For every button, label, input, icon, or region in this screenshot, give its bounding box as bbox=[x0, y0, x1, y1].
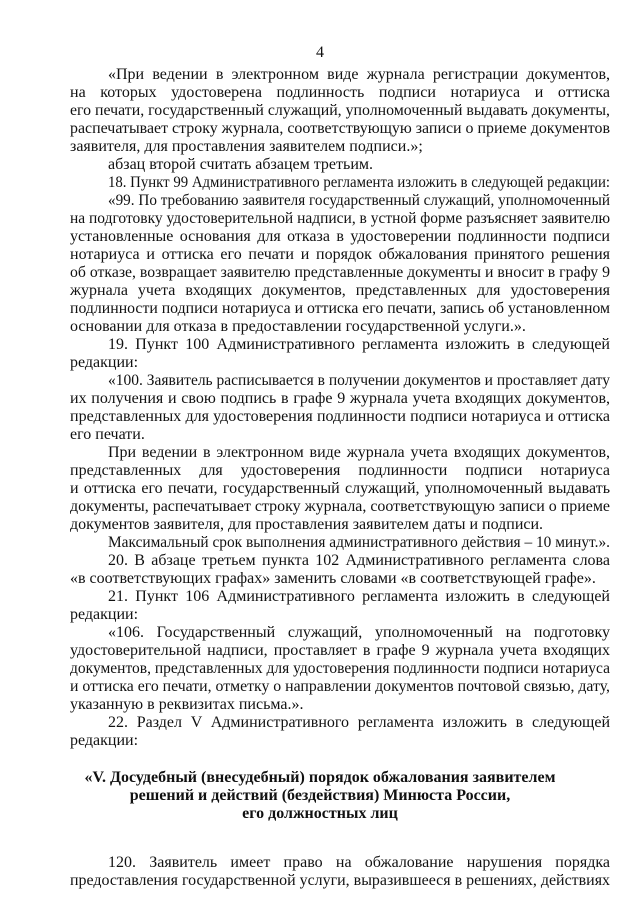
text-line bbox=[70, 678, 610, 696]
text-line bbox=[70, 462, 610, 480]
text-line-content: подлинности подписи нотариуса и оттиска его печати, запись об установленном bbox=[70, 300, 610, 317]
section-heading-line: его должностных лиц bbox=[242, 805, 398, 822]
text-line bbox=[70, 102, 610, 120]
text-line bbox=[108, 588, 610, 606]
text-line-content: «При ведении в электронном виде журнала регистрации документов, bbox=[108, 66, 610, 83]
text-line-content: установленные основания для отказа в удостоверении подлинности подписи bbox=[70, 228, 610, 245]
text-line bbox=[70, 318, 610, 336]
text-line bbox=[70, 300, 610, 318]
text-line-content: 20. В абзаце третьем пункта 102 Административного регламента слова bbox=[108, 552, 610, 569]
text-line-content: представленных для удостоверения подлинности подписи нотариуса bbox=[70, 462, 610, 479]
text-line bbox=[70, 390, 610, 408]
section-heading-line: «V. Досудебный (внесудебный) порядок обжалования заявителем bbox=[84, 769, 556, 786]
text-line-content: «100. Заявитель расписывается в получении документов и проставляет дату bbox=[108, 372, 610, 389]
text-line-content: абзац второй считать абзацем третьим. bbox=[108, 156, 373, 173]
text-line-content: 21. Пункт 106 Административного регламента изложить в следующей bbox=[108, 588, 610, 605]
text-line-content: 19. Пункт 100 Административного регламента изложить в следующей bbox=[108, 336, 610, 353]
text-line bbox=[70, 872, 610, 890]
text-line-content: его печати, государственный служащий, уполномоченный выдавать документы, bbox=[70, 102, 610, 119]
text-line-content: на которых удостоверена подлинность подписи нотариуса и оттиска bbox=[70, 84, 611, 101]
text-line bbox=[70, 408, 610, 426]
text-line bbox=[70, 264, 610, 282]
text-line bbox=[108, 854, 610, 872]
text-line bbox=[70, 138, 610, 156]
text-line-content: и оттиска его печати, государственный служащий, уполномоченный выдавать bbox=[70, 480, 611, 497]
text-line bbox=[108, 624, 610, 642]
text-line bbox=[70, 282, 610, 300]
text-line-content: «99. По требованию заявителя государственный служащий, уполномоченный bbox=[108, 192, 611, 209]
text-line bbox=[70, 696, 610, 714]
text-line-content: При ведении в электронном виде журнала учета входящих документов, bbox=[108, 444, 610, 461]
text-line-content: «106. Государственный служащий, уполномоченный на подготовку bbox=[108, 624, 610, 641]
text-line bbox=[70, 516, 610, 534]
text-line bbox=[108, 552, 610, 570]
text-line-content: представленных для удостоверения подлинности подписи нотариуса и оттиска bbox=[70, 408, 610, 425]
text-line bbox=[70, 570, 610, 588]
text-line bbox=[70, 732, 610, 750]
text-line-content: нотариуса и оттиска его печати и порядок обжалования принятого решения bbox=[70, 246, 611, 263]
text-line-content: на подготовку удостоверительной надписи, в устной форме разъясняет заявителю bbox=[70, 210, 611, 227]
text-line-content: указанную в реквизитах письма.». bbox=[70, 696, 304, 713]
text-line-content: 18. Пункт 99 Административного регламента изложить в следующей редакции: bbox=[108, 174, 610, 191]
text-line-content: распечатывает строку журнала, соответствующую записи о приеме документов bbox=[70, 120, 611, 137]
text-line bbox=[70, 228, 610, 246]
text-line-content: его печати. bbox=[70, 426, 145, 443]
text-line-content: и оттиска его печати, отметку о направлении документов почтовой связью, дату, bbox=[70, 678, 610, 695]
text-line bbox=[70, 480, 610, 498]
text-line-content: заявителя, для проставления заявителем подписи.»; bbox=[70, 138, 423, 155]
text-line bbox=[70, 210, 610, 228]
text-line-content: документов заявителя, для проставления заявителем даты и подписи. bbox=[70, 516, 544, 533]
text-line bbox=[70, 84, 610, 102]
text-line-content: об отказе, возвращает заявителю представленные документы и вносит в графу 9 bbox=[70, 264, 611, 281]
text-line bbox=[108, 192, 610, 210]
text-line bbox=[70, 606, 610, 624]
text-line-content: Максимальный срок выполнения административного действия – 10 минут.». bbox=[108, 534, 610, 551]
text-line-content: основании для отказа в предоставлении государственной услуги.». bbox=[70, 318, 526, 335]
text-line bbox=[108, 174, 610, 192]
text-line bbox=[108, 534, 610, 552]
text-line bbox=[70, 426, 610, 444]
text-line bbox=[108, 444, 610, 462]
text-line-content: их получения и свою подпись в графе 9 журнала учета входящих документов, bbox=[70, 390, 610, 407]
text-line-content: редакции: bbox=[70, 354, 139, 371]
text-line bbox=[108, 714, 610, 732]
text-line bbox=[108, 66, 610, 84]
text-line bbox=[108, 372, 610, 390]
text-line bbox=[70, 354, 610, 372]
text-line bbox=[70, 660, 610, 678]
text-line-content: редакции: bbox=[70, 732, 139, 749]
text-line-content: «в соответствующих графах» заменить словами «в соответствующей графе». bbox=[70, 570, 596, 587]
text-line bbox=[70, 246, 610, 264]
text-line-content: удостоверительной надписи, проставляет в графе 9 журнала учета входящих bbox=[70, 642, 610, 659]
text-line-content: журнала учета входящих документов, представленных для удостоверения bbox=[70, 282, 611, 299]
text-line-content: документов, представленных для удостоверения подлинности подписи нотариуса bbox=[70, 660, 610, 677]
text-line-content: документы, распечатывает строку журнала, соответствующую записи о приеме bbox=[70, 498, 611, 515]
text-line bbox=[108, 336, 610, 354]
text-line bbox=[108, 156, 610, 174]
text-line bbox=[70, 498, 610, 516]
text-line bbox=[70, 120, 610, 138]
text-line-content: 22. Раздел V Административного регламента изложить в следующей bbox=[108, 714, 611, 731]
text-line bbox=[70, 642, 610, 660]
section-heading-line: решений и действий (бездействия) Минюста России, bbox=[129, 787, 511, 804]
text-line-content: редакции: bbox=[70, 606, 139, 623]
text-line-content: 120. Заявитель имеет право на обжалование нарушения порядка bbox=[108, 854, 610, 871]
text-line-content: предоставления государственной услуги, выразившееся в решениях, действиях bbox=[70, 872, 611, 889]
page-number: 4 bbox=[316, 44, 324, 61]
